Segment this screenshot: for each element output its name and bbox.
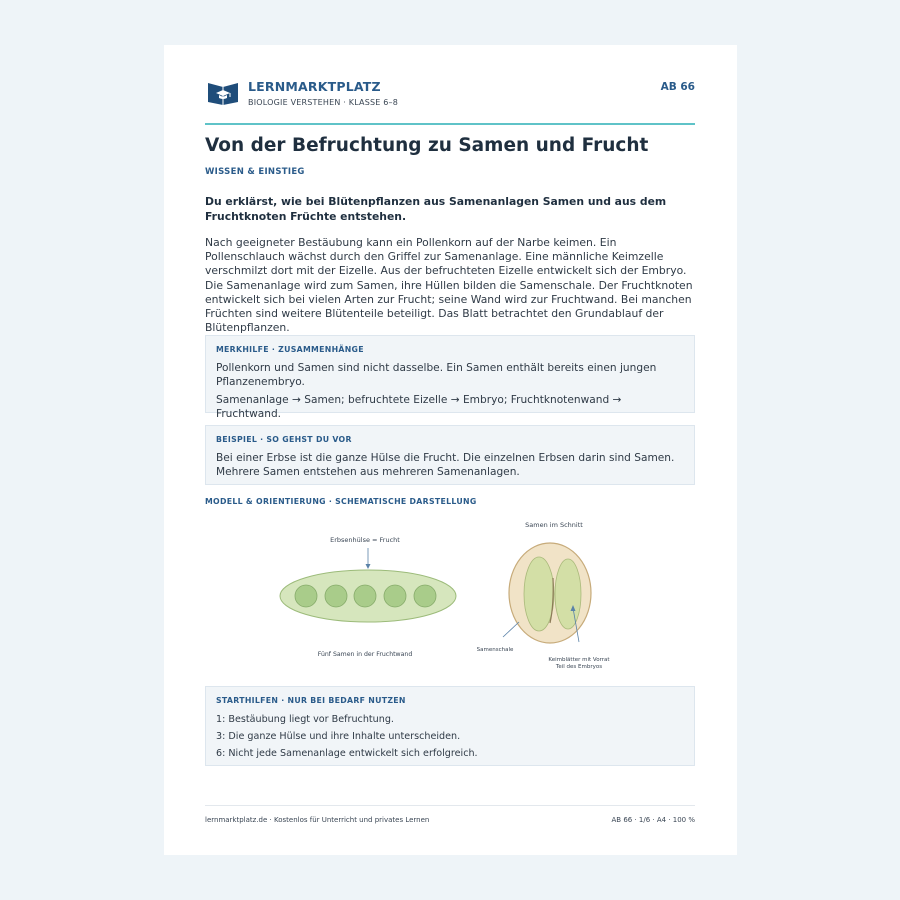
starthilfen-title: STARTHILFEN · NUR BEI BEDARF NUTZEN [216,696,406,705]
sheet-number: AB 66 [660,81,695,93]
page-title: Von der Befruchtung zu Samen und Frucht [205,135,649,156]
lead-text: Du erklärst, wie bei Blütenpflanzen aus Samenanlagen Samen und aus dem Fruchtknoten Früchte entstehen. [205,195,667,223]
starthilfe-item-3: 6: Nicht jede Samenanlage entwickelt sich erfolgreich. [216,748,478,759]
seed-section-title: Samen im Schnitt [525,521,583,529]
pod-caption: Fünf Samen in der Fruchtwand [317,651,413,658]
beispiel-title: BEISPIEL · SO GEHST DU VOR [216,435,352,444]
merkhilfe-title: MERKHILFE · ZUSAMMENHÄNGE [216,345,364,354]
seed-coat-pointer [503,622,519,637]
pea-seed-4 [384,585,406,607]
model-heading: MODELL & ORIENTIERUNG · SCHEMATISCHE DARSTELLUNG [205,497,477,506]
merkhilfe-text-2: Samenanlage → Samen; befruchtete Eizelle → Embryo; Fruchtknotenwand → Fruchtwand. [216,394,622,420]
cotyledon-right [555,559,581,629]
merkhilfe-box [205,335,695,420]
footer-right: AB 66 · 1/6 · A4 · 100 % [611,816,695,824]
brand-name: LERNMARKTPLATZ [248,79,381,94]
page-header [205,45,695,125]
cotyledon-label-2: Teil des Embryos [555,664,603,670]
pea-seed-5 [414,585,436,607]
pea-seed-3 [354,585,376,607]
beispiel-text: Bei einer Erbse ist die ganze Hülse die Frucht. Die einzelnen Erbsen darin sind Samen. Mehrere Samen entstehen aus mehreren Samenanlagen. [216,452,675,478]
pea-seed-2 [325,585,347,607]
footer-left: lernmarktplatz.de · Kostenlos für Unterricht und privates Lernen [205,816,430,824]
cotyledon-label-1: Keimblätter mit Vorrat [548,657,610,663]
seed-coat-label: Samenschale [476,647,514,653]
pod-label: Erbsenhülse = Frucht [330,536,400,544]
starthilfe-item-2: 3: Die ganze Hülse und ihre Inhalte unterscheiden. [216,731,461,742]
pea-seed-1 [295,585,317,607]
page-footer [205,805,695,836]
merkhilfe-text-1: Pollenkorn und Samen sind nicht dasselbe. Ein Samen enthält bereits einen jungen Pflanzenembryo. [216,362,657,388]
cotyledon-left [524,557,554,631]
pod-label-arrowhead [366,564,371,569]
beispiel-box [205,425,695,485]
body-text: Nach geeigneter Bestäubung kann ein Pollenkorn auf der Narbe keimen. Ein Pollenschlauch wächst durch den Griffel zur Samenanlage. Eine männliche Keimzelle verschmilzt dort mit der Eizelle. Aus der befruchteten Eizelle entwickelt sich der Embryo. Die Samenanlage wird zum Samen, ihre Hüllen bilden die Samenschale. Der Fruchtknoten entwickelt sich bei vielen Arten zur Frucht; seine Wand wird zur Fruchtwand. Bei manchen Früchten sind weitere Blütenteile beteiligt. Das Blatt betrachtet den Grundablauf der Blütenpflanzen. [205,236,693,335]
starthilfe-item-1: 1: Bestäubung liegt vor Befruchtung. [216,714,394,725]
worksheet-page [164,45,737,855]
brand-subtitle: BIOLOGIE VERSTEHEN · KLASSE 6–8 [248,98,399,107]
book-graduation-cap-icon [207,80,239,106]
section-kicker: WISSEN & EINSTIEG [205,167,305,177]
starthilfen-box [205,686,695,766]
seed-fruit-diagram [205,515,695,675]
